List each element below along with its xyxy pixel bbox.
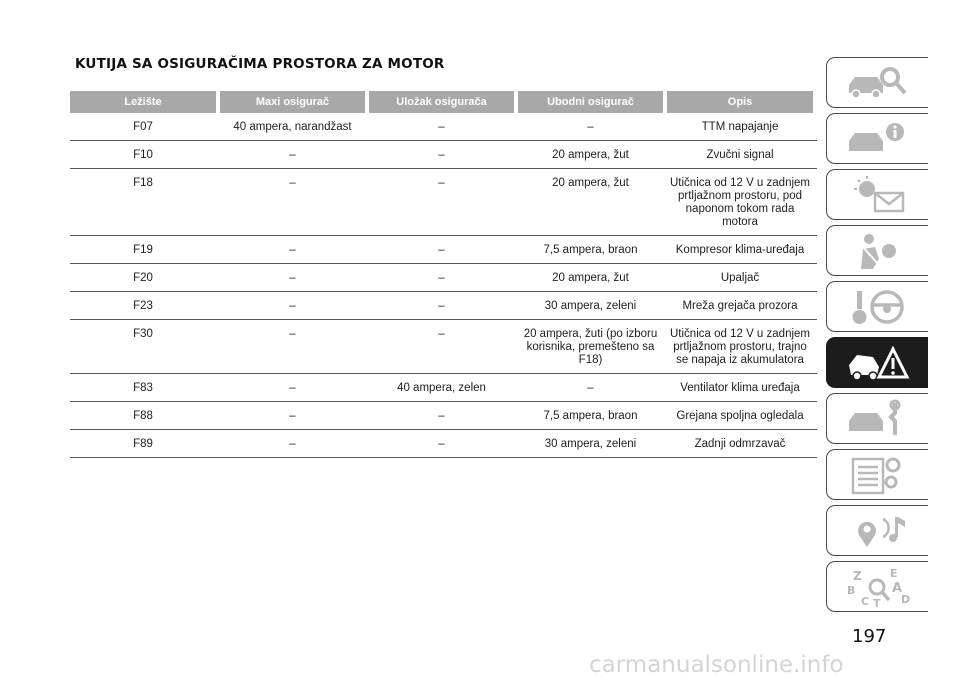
table-cell: – bbox=[289, 177, 296, 189]
tab-starting-driving[interactable] bbox=[826, 281, 928, 332]
table-cell: 20 ampera, žut bbox=[552, 149, 629, 161]
car-info-icon bbox=[843, 119, 913, 159]
table-row bbox=[70, 430, 817, 458]
table-cell: TTM napajanje bbox=[701, 121, 779, 133]
table-cell: – bbox=[289, 300, 296, 312]
table-row bbox=[70, 292, 817, 320]
table-cell: Upaljač bbox=[720, 272, 760, 284]
table-cell: – bbox=[289, 272, 296, 284]
table-cell: – bbox=[289, 328, 296, 340]
page-number: 197 bbox=[852, 626, 887, 647]
page-title: KUTIJA SA OSIGURAČIMA PROSTORA ZA MOTOR bbox=[75, 56, 445, 72]
table-cell: 20 ampera, žut bbox=[552, 177, 629, 189]
table-cell: F19 bbox=[133, 244, 153, 256]
table-cell: F23 bbox=[133, 300, 153, 312]
header-ubodni-osigurac: Ubodni osigurač bbox=[518, 91, 663, 113]
multimedia-icon bbox=[843, 511, 913, 551]
table-row bbox=[70, 320, 817, 374]
tab-safety[interactable] bbox=[826, 225, 928, 276]
table-cell: 40 ampera, zelen bbox=[397, 382, 486, 394]
key-steering-wheel-icon bbox=[843, 287, 913, 327]
table-cell: F10 bbox=[133, 149, 153, 161]
tab-emergency[interactable] bbox=[826, 337, 928, 388]
header-ulozak-osiguraca: Uložak osigurača bbox=[369, 91, 514, 113]
technical-data-icon bbox=[843, 455, 913, 495]
table-cell: Zvučni signal bbox=[706, 149, 774, 161]
table-cell: Zadnji odmrzavač bbox=[694, 438, 786, 450]
table-cell: F30 bbox=[133, 328, 153, 340]
table-cell: – bbox=[438, 438, 445, 450]
table-row bbox=[70, 236, 817, 264]
table-cell: 40 ampera, narandžast bbox=[233, 121, 352, 133]
table-cell: 30 ampera, zeleni bbox=[544, 438, 637, 450]
table-cell: F88 bbox=[133, 410, 153, 422]
table-cell: 7,5 ampera, braon bbox=[543, 410, 638, 422]
table-cell: – bbox=[438, 177, 445, 189]
table-body bbox=[70, 113, 817, 458]
tab-vehicle-overview[interactable] bbox=[826, 57, 928, 108]
table-cell: F07 bbox=[133, 121, 153, 133]
table-cell: Grejana spoljna ogledala bbox=[676, 410, 804, 422]
table-cell: Mreža grejača prozora bbox=[682, 300, 798, 312]
table-cell: – bbox=[438, 244, 445, 256]
table-cell: 7,5 ampera, braon bbox=[543, 244, 638, 256]
index-letter: C bbox=[860, 594, 869, 607]
watermark: carmanualsonline.info bbox=[589, 652, 844, 678]
table-cell: – bbox=[438, 328, 445, 340]
seatbelt-airbag-icon bbox=[843, 231, 913, 271]
index-letter: B bbox=[846, 583, 855, 597]
table-cell: – bbox=[289, 438, 296, 450]
table-row bbox=[70, 113, 817, 141]
table-row bbox=[70, 264, 817, 292]
header-opis: Opis bbox=[667, 91, 813, 113]
table-cell: – bbox=[587, 382, 594, 394]
table-cell: – bbox=[587, 121, 594, 133]
tab-maintenance[interactable] bbox=[826, 393, 928, 444]
table-cell: F89 bbox=[133, 438, 153, 450]
car-breakdown-warning-icon bbox=[843, 343, 913, 383]
table-row bbox=[70, 374, 817, 402]
table-cell: – bbox=[289, 382, 296, 394]
table-cell: – bbox=[438, 149, 445, 161]
table-cell: Ventilator klima uređaja bbox=[680, 382, 800, 394]
table-cell: Utičnica od 12 V u zadnjem prtljažnom prostoru, trajno se napaja iz akumulatora bbox=[670, 328, 810, 366]
table-row bbox=[70, 141, 817, 169]
tab-index[interactable] bbox=[826, 561, 928, 612]
table-row bbox=[70, 169, 817, 236]
table-row bbox=[70, 402, 817, 430]
table-cell: Kompresor klima-uređaja bbox=[675, 244, 805, 256]
table-cell: – bbox=[438, 300, 445, 312]
car-search-icon bbox=[843, 63, 913, 103]
table-cell: – bbox=[438, 272, 445, 284]
table-cell: F20 bbox=[133, 272, 153, 284]
tab-technical-data[interactable] bbox=[826, 449, 928, 500]
table-cell: Utičnica od 12 V u zadnjem prtljažnom prostoru, pod naponom tokom rada motora bbox=[670, 177, 810, 228]
car-maintenance-icon bbox=[843, 399, 913, 439]
table-cell: – bbox=[438, 121, 445, 133]
table-cell: – bbox=[289, 410, 296, 422]
table-cell: F18 bbox=[133, 177, 153, 189]
index-letter: Z bbox=[852, 568, 862, 583]
header-maxi-osigurac: Maxi osigurač bbox=[220, 91, 365, 113]
tab-warnings-messages[interactable] bbox=[826, 169, 928, 220]
table-cell: – bbox=[289, 149, 296, 161]
header-lezste: Ležište bbox=[70, 91, 216, 113]
table-cell: – bbox=[438, 410, 445, 422]
table-cell: 20 ampera, žuti (po izboru korisnika, premešteno sa F18) bbox=[523, 328, 658, 366]
fuse-table bbox=[70, 91, 817, 458]
table-header bbox=[70, 91, 817, 113]
index-letter: E bbox=[889, 566, 898, 580]
warning-light-message-icon bbox=[843, 175, 913, 215]
index-letter: T bbox=[872, 596, 881, 607]
alphabetical-index-icon bbox=[843, 567, 913, 607]
table-cell: F83 bbox=[133, 382, 153, 394]
tab-vehicle-info[interactable] bbox=[826, 113, 928, 164]
table-cell: – bbox=[289, 244, 296, 256]
index-letter: D bbox=[900, 592, 910, 606]
tab-multimedia[interactable] bbox=[826, 505, 928, 556]
table-cell: 30 ampera, zeleni bbox=[544, 300, 637, 312]
table-cell: 20 ampera, žut bbox=[552, 272, 629, 284]
index-letter: A bbox=[891, 580, 902, 596]
